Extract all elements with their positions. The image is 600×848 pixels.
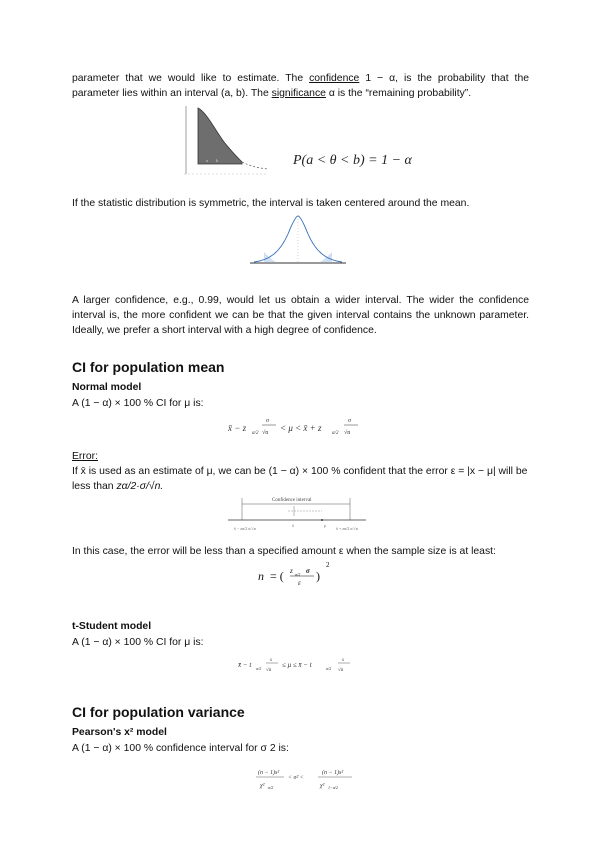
subtitle-pearson-model: Pearson's x² model [72, 727, 167, 738]
sample-size-formula [256, 556, 352, 592]
variance-ci-formula [254, 763, 364, 797]
svg-text:n: n [258, 569, 264, 583]
bell-curve-figure [250, 212, 350, 274]
svg-text:σ: σ [348, 418, 351, 424]
svg-text:≤ μ ≤ x̄ − t: ≤ μ ≤ x̄ − t [282, 661, 312, 669]
intro-paragraph [72, 71, 529, 101]
shaded-probability-area [198, 108, 242, 164]
svg-text:ε: ε [298, 579, 301, 587]
svg-text:): ) [316, 569, 320, 583]
fig-tick-a: a [206, 158, 208, 163]
svg-text:μ: μ [324, 523, 327, 528]
significance-term: significance [271, 88, 326, 99]
confidence-interval-figure [228, 494, 368, 534]
svg-text:χ²: χ² [320, 783, 325, 789]
svg-text:z: z [290, 567, 293, 575]
svg-text:s: s [270, 658, 272, 663]
svg-text:s: s [342, 658, 344, 663]
section-title-mean: CI for population mean [72, 359, 225, 375]
normal-ci-line: A (1 − α) × 100 % CI for μ is: [72, 398, 204, 409]
subtitle-normal-model: Normal model [72, 382, 142, 393]
svg-text:2: 2 [326, 561, 330, 569]
error-paragraph [72, 464, 529, 494]
svg-text:x̄ − t: x̄ − t [238, 661, 252, 669]
skewed-distribution-figure [176, 104, 276, 180]
svg-text:α/2: α/2 [252, 431, 259, 436]
density-tail [242, 162, 268, 169]
svg-text:= (: = ( [270, 569, 284, 583]
normal-ci-formula [226, 413, 376, 443]
t-student-ci-formula [236, 653, 370, 679]
sample-size-paragraph: In this case, the error will be less than a specified amount ε when the sample size is at least: [72, 546, 496, 557]
intro-text-c: α is the “remaining probability”. [325, 88, 472, 99]
svg-text:< μ < x̄ + z: < μ < x̄ + z [280, 423, 322, 433]
svg-text:x̄ − zα/2 σ/√n: x̄ − zα/2 σ/√n [234, 526, 256, 531]
intro-text-a: parameter that we would like to estimate. The [72, 73, 310, 84]
svg-text:< σ² <: < σ² < [288, 775, 304, 781]
svg-text:x̄ + zα/2 σ/√n: x̄ + zα/2 σ/√n [336, 526, 358, 531]
svg-text:x̄ − z: x̄ − z [228, 423, 247, 433]
variance-ci-line: A (1 − α) × 100 % confidence interval for σ 2 is: [72, 743, 289, 754]
svg-text:x̄: x̄ [292, 523, 294, 528]
section-title-variance: CI for population variance [72, 704, 245, 720]
svg-text:√n: √n [262, 430, 269, 436]
probability-formula: P(a < θ < b) = 1 − α [293, 153, 412, 168]
svg-text:1−α/2: 1−α/2 [328, 785, 338, 790]
svg-text:α/2: α/2 [256, 666, 262, 671]
confidence-interval-label: Confidence interval [272, 498, 312, 503]
error-label: Error: [72, 451, 98, 462]
svg-text:√n: √n [338, 668, 344, 673]
svg-text:α/2: α/2 [268, 785, 274, 790]
t-student-ci-line: A (1 − α) × 100 % CI for μ is: [72, 637, 204, 648]
symmetric-paragraph: If the statistic distribution is symmetric, the interval is taken centered around the mean. [72, 198, 470, 209]
svg-text:α/2: α/2 [332, 431, 339, 436]
svg-text:χ²: χ² [260, 783, 265, 789]
svg-text:√n: √n [344, 430, 351, 436]
subtitle-t-student-model: t-Student model [72, 621, 152, 632]
svg-text:σ: σ [266, 418, 269, 424]
wider-interval-paragraph: A larger confidence, e.g., 0.99, would let us obtain a wider interval. The wider the confidence interval is, the more confident we can be that the given interval contains the unknown parameter. Ideally, we prefer a short interval with a high degree of confidence. [72, 295, 529, 336]
intro-text-b: 1 − α, is the probability that the parameter lies within an interval (a, b). The [72, 73, 529, 99]
svg-text:(n − 1)s²: (n − 1)s² [322, 770, 344, 776]
svg-text:(n − 1)s²: (n − 1)s² [258, 770, 280, 776]
svg-text:σ: σ [306, 567, 310, 575]
fig-tick-b: b [216, 158, 218, 163]
svg-text:α/2: α/2 [326, 666, 332, 671]
error-expression: zα/2·σ/√n. [116, 481, 164, 492]
svg-text:√n: √n [266, 668, 272, 673]
error-text: If x̄ is used as an estimate of μ, we can be (1 − α) × 100 % confident that the error ε = |x − μ| will be less than [72, 466, 528, 492]
svg-text:α/2: α/2 [295, 572, 301, 577]
confidence-term: confidence [309, 73, 360, 84]
